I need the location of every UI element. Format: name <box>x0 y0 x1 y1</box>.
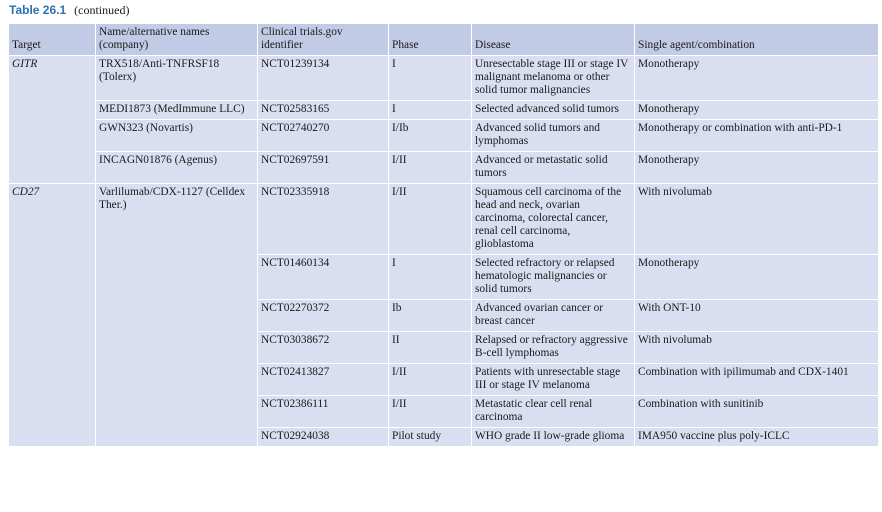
header-agent: Single agent/combination <box>635 24 879 56</box>
identifier-cell: NCT02924038 <box>258 428 389 447</box>
header-name: Name/alternative names (company) <box>96 24 258 56</box>
agent-cell: Monotherapy <box>635 255 879 300</box>
name-cell: INCAGN01876 (Agenus) <box>96 152 258 184</box>
phase-cell: I/II <box>389 184 472 255</box>
identifier-cell: NCT02335918 <box>258 184 389 255</box>
header-disease: Disease <box>472 24 635 56</box>
header-row <box>9 24 879 56</box>
phase-cell: I <box>389 56 472 101</box>
identifier-cell: NCT02740270 <box>258 120 389 152</box>
phase-cell: Ib <box>389 300 472 332</box>
name-cell: Varlilumab/CDX-1127 (Celldex Ther.) <box>96 184 258 447</box>
table-caption <box>9 3 129 17</box>
disease-cell: Advanced solid tumors and lymphomas <box>472 120 635 152</box>
identifier-cell: NCT02270372 <box>258 300 389 332</box>
identifier-cell: NCT02583165 <box>258 101 389 120</box>
table-row <box>9 101 879 120</box>
name-cell: MEDI1873 (MedImmune LLC) <box>96 101 258 120</box>
identifier-cell: NCT02697591 <box>258 152 389 184</box>
phase-cell: I <box>389 255 472 300</box>
agent-cell: With nivolumab <box>635 184 879 255</box>
phase-cell: I <box>389 101 472 120</box>
phase-cell: I/II <box>389 396 472 428</box>
header-target: Target <box>9 24 96 56</box>
header-phase: Phase <box>389 24 472 56</box>
disease-cell: Squamous cell carcinoma of the head and neck, ovarian carcinoma, colorectal cancer, renal cell carcinoma, glioblastoma <box>472 184 635 255</box>
name-cell: GWN323 (Novartis) <box>96 120 258 152</box>
identifier-cell: NCT02413827 <box>258 364 389 396</box>
table-row <box>9 184 879 255</box>
table-row <box>9 120 879 152</box>
disease-cell: WHO grade II low-grade glioma <box>472 428 635 447</box>
disease-cell: Relapsed or refractory aggressive B-cell lymphomas <box>472 332 635 364</box>
table-number: Table 26.1 <box>9 3 67 17</box>
agent-cell: Monotherapy <box>635 56 879 101</box>
identifier-cell: NCT01460134 <box>258 255 389 300</box>
agent-cell: Monotherapy <box>635 101 879 120</box>
agent-cell: Combination with ipilimumab and CDX-1401 <box>635 364 879 396</box>
table-row <box>9 56 879 101</box>
target-cell: CD27 <box>9 184 96 447</box>
agent-cell: Monotherapy <box>635 152 879 184</box>
header-identifier: Clinical trials.gov identifier <box>258 24 389 56</box>
phase-cell: II <box>389 332 472 364</box>
identifier-cell: NCT01239134 <box>258 56 389 101</box>
clinical-trials-table <box>8 23 879 447</box>
agent-cell: With nivolumab <box>635 332 879 364</box>
phase-cell: I/Ib <box>389 120 472 152</box>
disease-cell: Selected advanced solid tumors <box>472 101 635 120</box>
disease-cell: Unresectable stage III or stage IV malignant melanoma or other solid tumor malignancies <box>472 56 635 101</box>
phase-cell: I/II <box>389 364 472 396</box>
table-row <box>9 152 879 184</box>
phase-cell: Pilot study <box>389 428 472 447</box>
disease-cell: Advanced ovarian cancer or breast cancer <box>472 300 635 332</box>
disease-cell: Selected refractory or relapsed hematologic malignancies or solid tumors <box>472 255 635 300</box>
agent-cell: With ONT-10 <box>635 300 879 332</box>
identifier-cell: NCT03038672 <box>258 332 389 364</box>
disease-cell: Patients with unresectable stage III or stage IV melanoma <box>472 364 635 396</box>
name-cell: TRX518/Anti-TNFRSF18 (Tolerx) <box>96 56 258 101</box>
agent-cell: IMA950 vaccine plus poly-ICLC <box>635 428 879 447</box>
target-cell: GITR <box>9 56 96 184</box>
agent-cell: Combination with sunitinib <box>635 396 879 428</box>
disease-cell: Advanced or metastatic solid tumors <box>472 152 635 184</box>
phase-cell: I/II <box>389 152 472 184</box>
table-continued-note: (continued) <box>74 3 130 17</box>
agent-cell: Monotherapy or combination with anti-PD-1 <box>635 120 879 152</box>
disease-cell: Metastatic clear cell renal carcinoma <box>472 396 635 428</box>
identifier-cell: NCT02386111 <box>258 396 389 428</box>
